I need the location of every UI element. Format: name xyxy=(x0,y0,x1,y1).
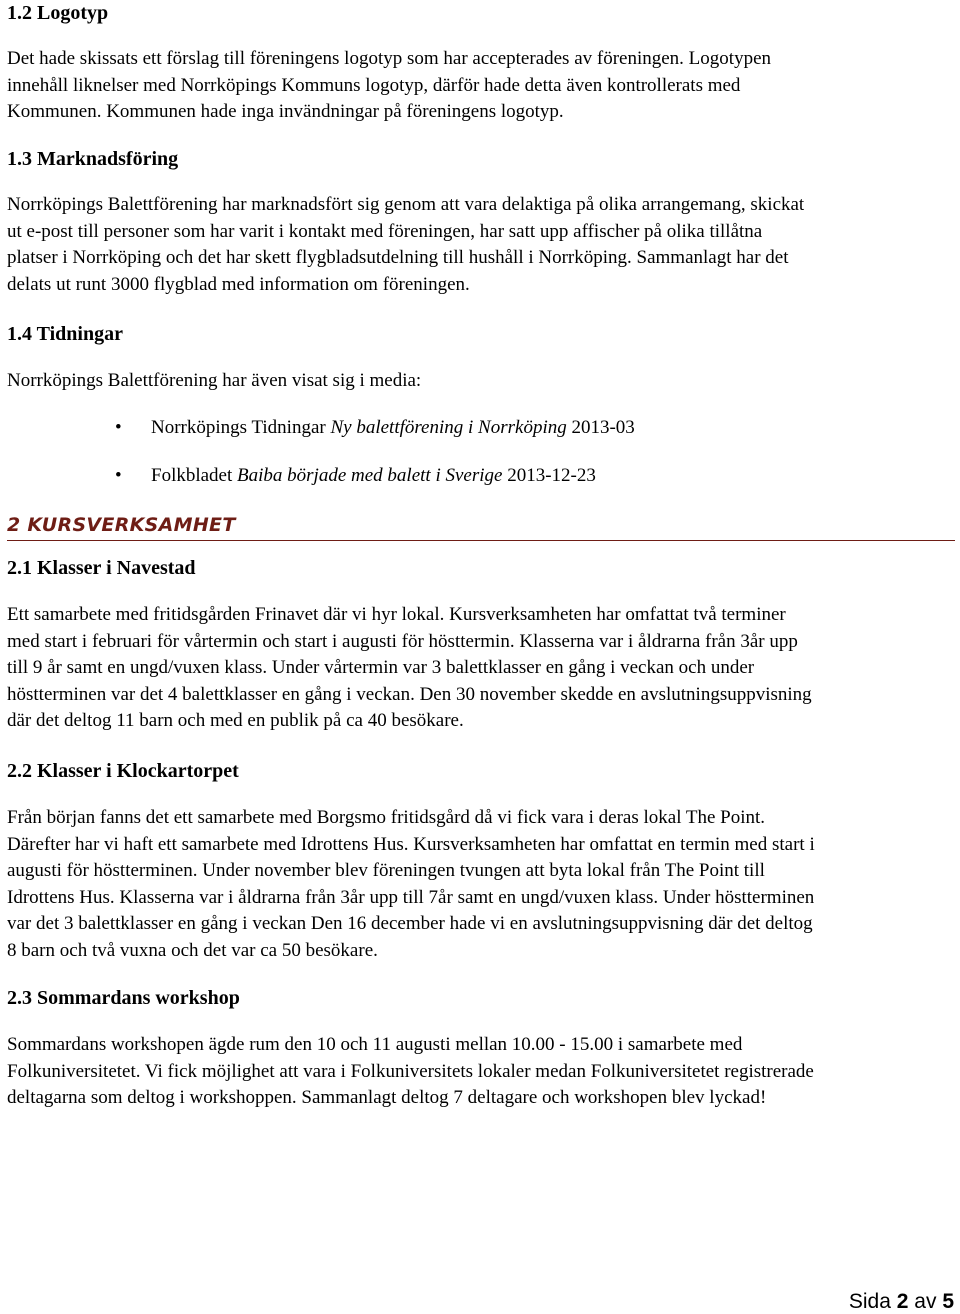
section-1-3 xyxy=(7,146,804,298)
section-2-2 xyxy=(7,758,815,964)
list-item: • Folkbladet Baiba började med balett i Sverige 2013-12-23 xyxy=(7,463,635,489)
section-heading: 2.3 Sommardans workshop xyxy=(7,987,240,1009)
list-item: • Norrköpings Tidningar Ny balettförening i Norrköping 2013-03 xyxy=(7,415,635,441)
section-2-3 xyxy=(7,985,814,1112)
chapter-2 xyxy=(7,514,955,541)
paragraph: Ett samarbete med fritidsgården Frinavet där vi hyr lokal. Kursverksamheten har omfattat två terminer med start i februari för vårtermin och start i augusti för hösttermin. Klasserna var i åldrarna från 3år upp till 9 år samt en ungd/vuxen klass. Under vårtermin var 3 balettklasser en gång i veckan och under höstterminen var det 4 balettklasser en gång i veckan. Den 30 november skedde en avslutningsuppvisning där det deltog 11 barn och med en publik på ca 40 besökare. xyxy=(7,604,812,731)
intro-text: Norrköpings Balettförening har även visat sig i media: xyxy=(7,370,422,391)
paragraph: Norrköpings Balettförening har marknadsfört sig genom att vara delaktiga på olika arrangemang, skickat ut e-post till personer som har varit i kontakt med föreningen, har satt upp affischer på olika tillåtna platser i Norrköping och det har skett flygbladsutdelning till hushåll i Norrköping. Sammanlagt har det delats ut runt 3000 flygblad med information om föreningen. xyxy=(7,194,805,295)
media-list xyxy=(7,415,635,489)
section-heading: 2.2 Klasser i Klockartorpet xyxy=(7,760,239,782)
bullet-icon: • xyxy=(115,416,122,438)
section-1-2 xyxy=(7,0,771,126)
paragraph: Från början fanns det ett samarbete med Borgsmo fritidsgård då vi fick vara i deras lokal The Point. Därefter har vi haft ett samarbete med Idrottens Hus. Kursverksamheten har omfattat en termin med start i augusti för höstterminen. Under november blev föreningen tvungen att byta lokal från The Point till Idrottens Hus. Klasserna var i åldrarna från 3år upp till 7år samt en ungd/vuxen klass. Under höstterminen var det 3 balettklasser en gång i veckan Den 16 december hade vi en avslutningsuppvisning där det deltog 8 barn och två vuxna och det var ca 50 besökare. xyxy=(7,807,815,961)
section-2-1 xyxy=(7,555,812,735)
section-1-4 xyxy=(7,321,635,489)
paragraph: Det hade skissats ett förslag till föreningens logotyp som har accepterades av föreningen. Logotypen innehåll liknelser med Norrköpings Kommuns logotyp, därför hade detta även kontrollerats med Kommunen. Kommunen hade inga invändningar på föreningens logotyp. xyxy=(7,48,771,122)
section-heading: 1.3 Marknadsföring xyxy=(7,148,179,170)
section-heading: 1.4 Tidningar xyxy=(7,323,123,345)
paragraph: Sommardans workshopen ägde rum den 10 och 11 augusti mellan 10.00 - 15.00 i samarbete med Folkuniversitetet. Vi fick möjlighet att vara i Folkuniversitets lokaler medan Folkuniversitetet registrerade deltagarna som deltog i workshoppen. Sammanlagt deltog 7 deltagare och workshopen blev lyckad! xyxy=(7,1034,814,1108)
chapter-heading: 2 KURSVERKSAMHET xyxy=(7,514,955,541)
bullet-icon: • xyxy=(115,464,122,486)
page-number: Sida 2 av 5 xyxy=(848,1290,954,1313)
section-heading: 2.1 Klasser i Navestad xyxy=(7,557,196,579)
section-heading: 1.2 Logotyp xyxy=(7,2,109,24)
